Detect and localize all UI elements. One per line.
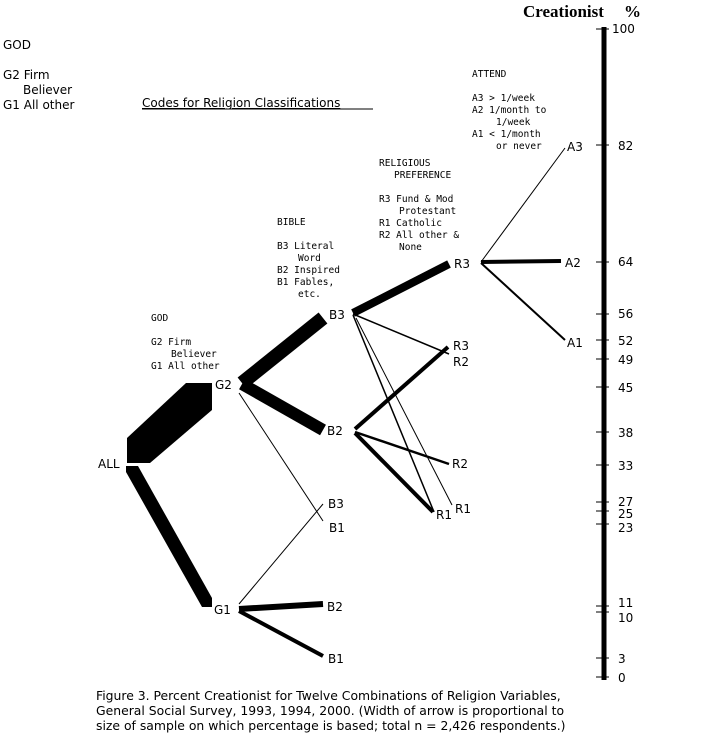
axis-tick-label: 52 <box>618 334 634 348</box>
node-b2-bottom: B2 <box>327 600 343 614</box>
god-legend-line: G2 Firm <box>3 68 50 82</box>
arrow-all-to-g1 <box>126 466 212 607</box>
node-b1-lower: B1 <box>329 521 345 535</box>
node-r3-mid: R3 <box>453 339 469 353</box>
arrow-b3-to-r3 <box>353 264 449 313</box>
node-g1: G1 <box>214 603 231 617</box>
arrow-b3-to-r1-alt <box>356 318 452 505</box>
stage-bible-line: BIBLE <box>277 217 306 228</box>
stage-bible-line: Word <box>298 253 321 264</box>
node-a3: A3 <box>567 140 583 154</box>
branches <box>126 148 565 656</box>
stage-attend-line: or never <box>496 141 542 152</box>
node-b3-upper: B3 <box>329 308 345 322</box>
node-b1-bottom: B1 <box>328 652 344 666</box>
node-b3-lower: B3 <box>328 497 344 511</box>
stage-bible-line: etc. <box>298 289 321 300</box>
axis-tick-label: 33 <box>618 459 634 473</box>
arrow-r3-to-a3 <box>481 148 565 262</box>
arrow-g2-to-b2 <box>242 384 323 430</box>
arrow-b3-to-r1 <box>353 315 434 512</box>
axis-tick-label: 82 <box>618 139 634 153</box>
caption-line: size of sample on which percentage is based; total n = 2,426 respondents.) <box>96 718 566 733</box>
stage-god-line: Believer <box>171 349 217 360</box>
axis-tick-label: 23 <box>618 521 634 535</box>
axis-tick-label: 27 <box>618 495 634 509</box>
god-legend-line: Believer <box>23 83 73 97</box>
arrow-b2-to-r3 <box>355 347 448 429</box>
stage-legend-bible <box>277 217 340 300</box>
arrow-r3-to-a2 <box>481 261 561 262</box>
stage-attend-line: A1 < 1/month <box>472 129 541 140</box>
stage-religious-line: None <box>399 242 422 253</box>
stage-religious-line: PREFERENCE <box>394 170 452 181</box>
god-legend <box>3 38 74 112</box>
stage-god-line: G1 All other <box>151 361 220 372</box>
arrow-b3-to-r2 <box>353 314 449 354</box>
node-b2-upper: B2 <box>327 424 343 438</box>
stage-religious-line: R2 All other & <box>379 230 460 241</box>
stage-bible-line: B3 Literal <box>277 241 335 252</box>
axis-tick-label: 100 <box>612 22 635 36</box>
node-r2-mid: R2 <box>453 355 469 369</box>
axis-tick-label: 45 <box>618 381 634 395</box>
arrow-g1-to-b2 <box>239 604 323 609</box>
figure-caption <box>96 688 696 733</box>
axis-tick-label: 25 <box>618 507 634 521</box>
stage-religious-line: Protestant <box>399 206 457 217</box>
stage-bible-line: B1 Fables, <box>277 277 335 288</box>
stage-religious-line: R1 Catholic <box>379 218 442 229</box>
god-legend-line: GOD <box>3 38 31 52</box>
axis-tick-label: 64 <box>618 255 634 269</box>
stage-attend-line: 1/week <box>496 117 531 128</box>
stage-legend-religious <box>379 158 459 253</box>
stage-religious-line: R3 Fund & Mod <box>379 194 454 205</box>
arrow-g1-to-b3 <box>239 504 323 604</box>
axis-tick-label: 0 <box>618 671 626 685</box>
arrow-g1-to-b1 <box>239 611 323 656</box>
stage-bible-line: B2 Inspired <box>277 265 340 276</box>
axis-tick-label: 49 <box>618 353 634 367</box>
axis-unit: % <box>624 2 641 21</box>
axis-tick-label: 10 <box>618 611 634 625</box>
axis-tick-label: 11 <box>618 596 634 610</box>
codes-title: Codes for Religion Classifications <box>142 96 341 110</box>
node-r3-top: R3 <box>454 257 470 271</box>
arrow-all-to-g2 <box>127 383 212 463</box>
arrow-r3-to-a1 <box>481 263 565 340</box>
god-legend-line: G1 All other <box>3 98 75 112</box>
caption-line: Figure 3. Percent Creationist for Twelve Combinations of Religion Variables, <box>96 688 561 703</box>
node-a2: A2 <box>565 256 581 270</box>
arrow-g2-to-b3 <box>242 318 323 383</box>
stage-god-line: GOD <box>151 313 169 324</box>
caption-line: General Social Survey, 1993, 1994, 2000. (Width of arrow is proportional to <box>96 703 565 718</box>
axis-tick-label: 56 <box>618 307 634 321</box>
stage-legend-god <box>151 313 220 372</box>
axis-title: Creationist <box>523 2 604 21</box>
stage-attend-line: ATTEND <box>472 69 507 80</box>
node-g2: G2 <box>215 378 232 392</box>
axis-tick-label: 38 <box>618 426 634 440</box>
node-r1-a: R1 <box>455 502 471 516</box>
axis-tick-label: 3 <box>618 652 626 666</box>
stage-attend-line: A3 > 1/week <box>472 93 535 104</box>
node-a1: A1 <box>567 336 583 350</box>
node-r2-low: R2 <box>452 457 468 471</box>
node-r1-b: R1 <box>436 508 452 522</box>
node-all: ALL <box>98 457 120 471</box>
stage-legend-attend <box>472 69 547 152</box>
stage-religious-line: RELIGIOUS <box>379 158 431 169</box>
stage-god-line: G2 Firm <box>151 337 192 348</box>
stage-attend-line: A2 1/month to <box>472 105 547 116</box>
